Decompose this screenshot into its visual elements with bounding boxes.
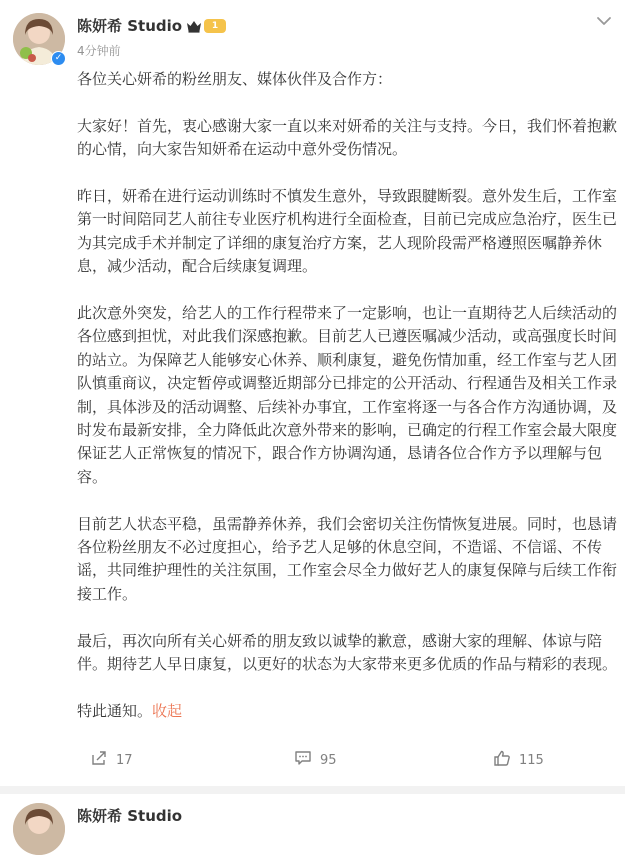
crown-icon (186, 19, 202, 33)
avatar[interactable] (13, 803, 65, 855)
next-author-name[interactable]: 陈妍希 Studio (77, 807, 183, 825)
action-bar (0, 748, 625, 772)
post-content (77, 68, 617, 723)
like-button[interactable] (493, 748, 544, 772)
chevron-down-icon[interactable] (596, 13, 612, 29)
repost-button[interactable] (90, 748, 133, 772)
author-name[interactable] (77, 15, 226, 36)
vip-badge: 1 (204, 19, 226, 33)
post-time[interactable]: 4分钟前 (77, 44, 121, 58)
comment-icon (294, 749, 320, 771)
verified-icon: ✓ (51, 51, 66, 66)
paragraph: 最后，再次向所有关心妍希的朋友致以诚挚的歉意，感谢大家的理解、体谅与陪伴。期待艺人早日康复，以更好的状态为大家带来更多优质的作品与精彩的表现。 (77, 631, 618, 674)
paragraph: 目前艺人状态平稳，虽需静养休养，我们会密切关注伤情恢复进展。同时，也恳请各位粉丝朋友不必过度担心，给予艺人足够的休息空间，不造谣、不信谣、不传谣，共同维护理性的关注氛围，工作室会尽全力做好艺人的康复保障与后续工作衔接工作。 (77, 514, 618, 603)
author-name-text: 陈妍希 Studio (77, 17, 183, 35)
repost-icon (90, 749, 116, 771)
post-divider (0, 786, 625, 794)
like-count: 115 (519, 752, 544, 768)
paragraph: 大家好！首先，衷心感谢大家一直以来对妍希的关注与支持。今日，我们怀着抱歉的心情，向大家告知妍希在运动中意外受伤情况。 (77, 116, 618, 159)
comment-count: 95 (320, 752, 337, 768)
comment-button[interactable] (294, 748, 337, 772)
repost-count: 17 (116, 752, 133, 768)
paragraph: 此次意外突发，给艺人的工作行程带来了一定影响，也让一直期待艺人后续活动的各位感到担忧，对此我们深感抱歉。目前艺人已遵医嘱减少活动，或高强度长时间的站立。为保障艺人能够安心休养、顺利康复，避免伤情加重，经工作室与艺人团队慎重商议，决定暂停或调整近期部分已排定的公开活动、行程通告及相关工作录制，具体涉及的活动调整、后续补办事宜，工作室将逐一与各合作方沟通协调，及时发布最新安排，全力降低此次意外带来的影响，已确定的行程工作室会最大限度保证艺人正常恢复的情况下，跟合作方协调沟通，恳请各位合作方予以理解与包容。 (77, 304, 618, 486)
like-icon (493, 749, 519, 771)
collapse-link[interactable]: 收起 (152, 701, 183, 720)
paragraph: 各位关心妍希的粉丝朋友、媒体伙伴及合作方： (77, 70, 393, 88)
closing-line (77, 700, 617, 723)
closing-text: 特此通知。 (77, 701, 153, 720)
paragraph: 昨日，妍希在进行运动训练时不慎发生意外，导致跟腱断裂。意外发生后，工作室第一时间陪同艺人前往专业医疗机构进行全面检查，目前已完成应急治疗，医生已为其完成手术并制定了详细的康复治疗方案，艺人现阶段需严格遵照医嘱静养休息，减少活动，配合后续康复调理。 (77, 187, 618, 276)
